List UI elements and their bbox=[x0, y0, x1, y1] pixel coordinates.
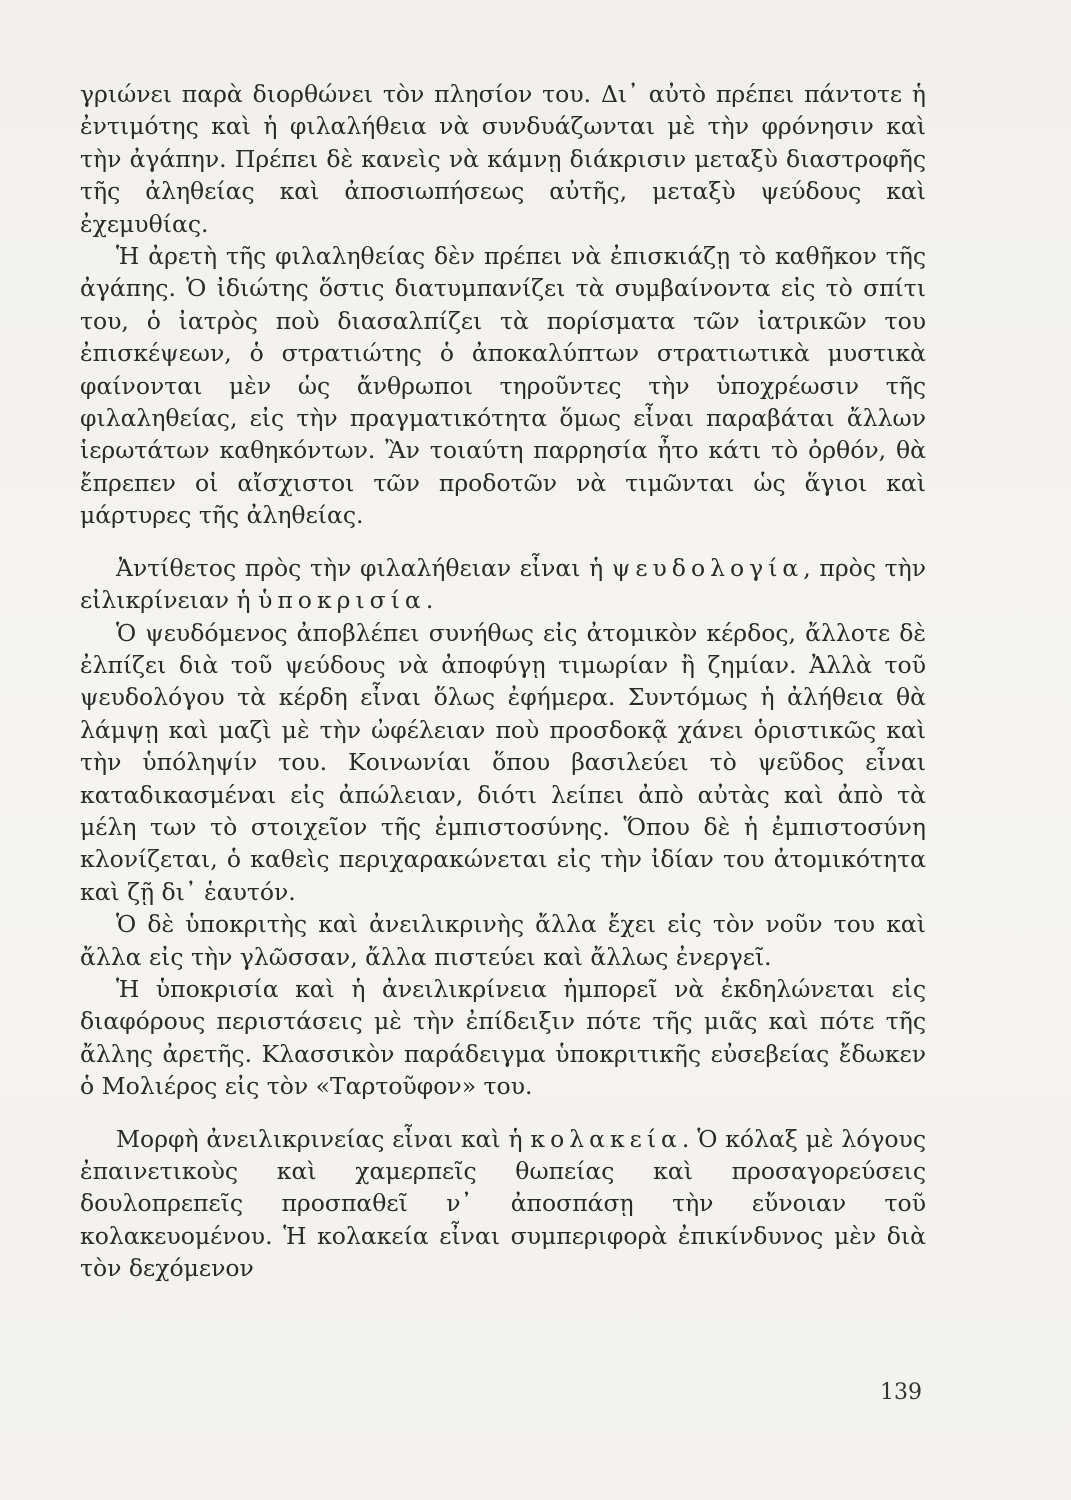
paragraph-1: γριώνει παρὰ διορθώνει τὸν πλησίον του. Δι᾿ αὐτὸ πρέπει πάντοτε ἡ ἐντιμότης καὶ ἡ φιλαλήθεια νὰ συνδυάζωνται μὲ τὴν φρόνησιν καὶ τὴν ἀγάπην. Πρέπει δὲ κανεὶς νὰ κάμνῃ διάκρισιν μεταξὺ διαστροφῆς τῆς ἀληθείας καὶ ἀποσιωπήσεως αὐτῆς, μεταξὺ ψεύδους καὶ ἐχεμυθίας. bbox=[80, 80, 926, 238]
paragraph-2: Ἡ ἀρετὴ τῆς φιλαληθείας δὲν πρέπει νὰ ἐπισκιάζῃ τὸ καθῆκον τῆς ἀγάπης. Ὁ ἰδιώτης ὅστις διατυμπανίζει τὰ συμβαίνοντα εἰς τὸ σπίτι του, ὁ ἰατρὸς ποὺ διασαλπίζει τὰ πορίσματα τῶν ἰατρικῶν του ἐπισκέψεων, ὁ στρατιώτης ὁ ἀποκαλύπτων στρατιωτικὰ μυστικὰ φαίνονται μὲν ὡς ἄνθρωποι τηροῦντες τὴν ὑποχρέωσιν τῆς φιλαληθείας, εἰς τὴν πραγματικότητα ὅμως εἶναι παραβάται ἄλλων ἱερωτάτων καθηκόντων. Ἂν τοιαύτη παρρησία ἦτο κάτι τὸ ὀρθόν, θὰ ἔπρεπεν οἱ αἴσχιστοι τῶν προδοτῶν νὰ τιμῶνται ὡς ἅγιοι καὶ μάρτυρες τῆς ἀληθείας. bbox=[80, 242, 926, 530]
paragraph-6: Ἡ ὑποκρισία καὶ ἡ ἀνειλικρίνεια ἠμπορεῖ νὰ ἐκδηλώνεται εἰς διαφόρους περιστάσεις μὲ τὴν ἐπίδειξιν πότε τῆς μιᾶς καὶ πότε τῆς ἄλλης ἀρετῆς. Κλασσικὸν παράδειγμα ὑποκριτικῆς εὐσεβείας ἔδωκεν ὁ Μολιέρος εἰς τὸν «Ταρτοῦφον» του. bbox=[80, 974, 926, 1101]
paragraph-7-before: Μορφὴ ἀνειλικρινείας εἶναι καὶ ἡ bbox=[116, 1124, 531, 1153]
page-number: 139 bbox=[880, 1380, 922, 1405]
paragraph-7-after: . Ὁ κόλαξ μὲ λόγους ἐπαινετικοὺς καὶ χαμερπεῖς θωπείας καὶ προσαγορεύσεις δουλοπρεπεῖς προσπαθεῖ ν᾿ ἀποσπάσῃ τὴν εὔνοιαν τοῦ κολακευομένου. Ἡ κολακεία εἶναι συμπεριφορὰ ἐπικίνδυνος μὲν διὰ τὸν δεχόμενον bbox=[80, 1124, 926, 1283]
paragraph-3-middle: , πρὸς τὴν εἰλικρίνειαν ἡ bbox=[80, 553, 926, 615]
term-kolakeia: κολακεία bbox=[530, 1124, 682, 1153]
paragraph-3 bbox=[80, 552, 926, 617]
paragraph-3-before: Ἀντίθετος πρὸς τὴν φιλαλήθειαν εἶναι ἡ bbox=[116, 553, 612, 582]
paragraph-7 bbox=[80, 1123, 926, 1285]
term-pseudologia: ψευδολογία bbox=[611, 553, 804, 582]
paragraph-4: Ὁ ψευδόμενος ἀποβλέπει συνήθως εἰς ἀτομικὸν κέρδος, ἄλλοτε δὲ ἐλπίζει διὰ τοῦ ψεύδους νὰ ἀποφύγῃ τιμωρίαν ἢ ζημίαν. Ἀλλὰ τοῦ ψευδολόγου τὰ κέρδη εἶναι ὅλως ἐφήμερα. Συντόμως ἡ ἀλήθεια θὰ λάμψῃ καὶ μαζὶ μὲ τὴν ὠφέλειαν ποὺ προσδοκᾷ χάνει ὁριστικῶς καὶ τὴν ὑπόληψίν του. Κοινωνίαι ὅπου βασιλεύει τὸ ψεῦδος εἶναι καταδικασμέναι εἰς ἀπώλειαν, διότι λείπει ἀπὸ αὐτὰς καὶ ἀπὸ τὰ μέλη των τὸ στοιχεῖον τῆς ἐμπιστοσύνης. Ὅπου δὲ ἡ ἐμπιστοσύνη κλονίζεται, ὁ καθεὶς περιχαρακώνεται εἰς τὴν ἰδίαν του ἀτομικότητα καὶ ζῇ δι᾿ ἑαυτόν. bbox=[80, 618, 926, 906]
paragraph-3-after: . bbox=[425, 586, 434, 615]
body-text bbox=[80, 78, 926, 1285]
term-hypokrisia: ὑποκρισία bbox=[258, 586, 426, 615]
paragraph-5: Ὁ δὲ ὑποκριτὴς καὶ ἀνειλικρινὴς ἄλλα ἔχει εἰς τὸν νοῦν του καὶ ἄλλα εἰς τὴν γλῶσσαν, ἄλλα πιστεύει καὶ ἄλλως ἐνεργεῖ. bbox=[80, 910, 926, 971]
